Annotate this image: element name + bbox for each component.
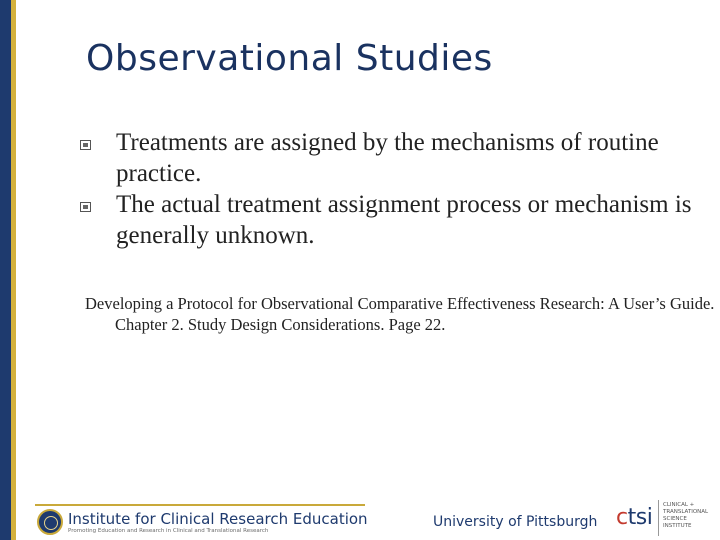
bullet-item <box>80 127 710 189</box>
ctsi-label <box>663 502 720 530</box>
bullet-text: Treatments are assigned by the mechanisms of routine practice. <box>116 129 659 187</box>
slide-title: Observational Studies <box>86 38 493 79</box>
university-name: University of Pittsburgh <box>433 514 598 530</box>
citation: Developing a Protocol for Observational Comparative Effectiveness Research: A User’s Guide. Chapter 2. Study Design Considerations. Page 22. <box>85 294 715 334</box>
ctsi-logo-c: c <box>616 505 628 530</box>
footer-divider <box>35 504 365 506</box>
bullet-text: The actual treatment assignment process or mechanism is generally unknown. <box>116 191 692 249</box>
ctsi-line: INSTITUTE <box>663 523 692 529</box>
left-accent-stripe <box>11 0 16 540</box>
ctsi-line: CLINICAL + <box>663 502 695 508</box>
left-accent-bar <box>0 0 11 540</box>
ctsi-logo-rest: tsi <box>627 505 653 530</box>
institute-name: Institute for Clinical Research Education <box>68 510 368 528</box>
square-bullet-icon <box>80 202 91 212</box>
square-bullet-icon <box>80 140 91 150</box>
ctsi-line: SCIENCE <box>663 516 687 522</box>
university-seal-icon <box>37 509 63 535</box>
ctsi-line: TRANSLATIONAL <box>663 509 709 515</box>
institute-tagline: Promoting Education and Research in Clinical and Translational Research <box>68 528 269 534</box>
bullet-list <box>80 127 710 251</box>
bullet-item <box>80 189 710 251</box>
ctsi-divider <box>658 500 659 536</box>
ctsi-logo <box>616 505 652 530</box>
